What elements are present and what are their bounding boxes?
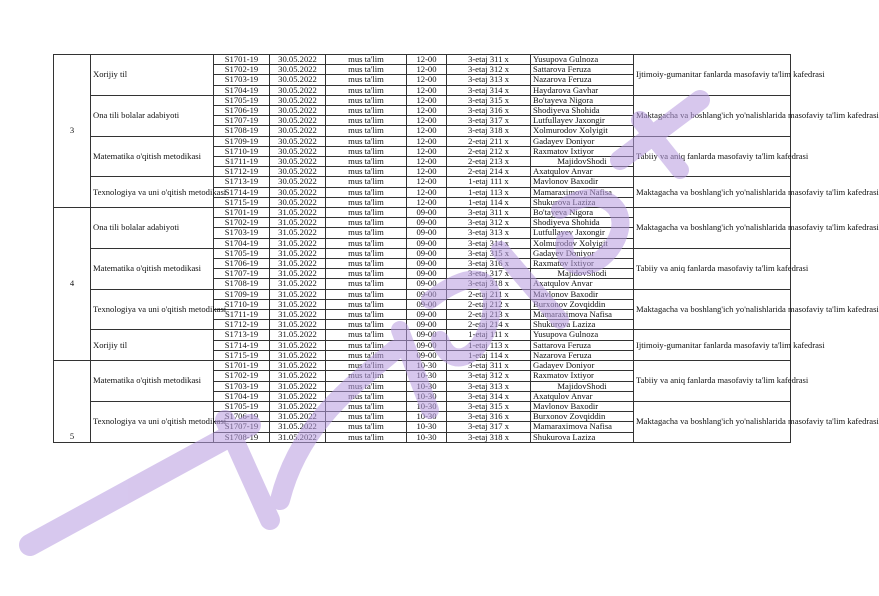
form-cell: mus ta'lim [326,289,407,299]
date-cell: 31.05.2022 [270,320,326,330]
form-cell: mus ta'lim [326,401,407,411]
form-cell: mus ta'lim [326,269,407,279]
time-cell: 10-30 [407,391,447,401]
teacher-cell: Burxonov Zovqiddin [531,412,634,422]
teacher-cell: Sattarova Feruza [531,340,634,350]
teacher-cell: Lutfullayev Jaxongir [531,228,634,238]
table-row [54,289,791,299]
table-row [54,248,791,258]
group-code-cell: S1701-19 [214,361,270,371]
time-cell: 12-00 [407,177,447,187]
group-code-cell: S1704-19 [214,238,270,248]
day-number-cell: 4 [54,208,91,361]
room-cell: 1-etaj 114 x [447,197,531,207]
schedule-body [54,54,879,443]
subject-cell: Ona tili bolalar adabiyoti [91,208,214,249]
day-number-cell: 3 [54,55,91,208]
form-cell: mus ta'lim [326,361,407,371]
teacher-cell: Mavlonov Baxodir [531,289,634,299]
subject-cell: Texnologiya va uni o'qitish metodikasi [91,289,214,330]
time-cell: 12-00 [407,106,447,116]
room-cell: 3-etaj 318 x [447,432,531,442]
room-cell: 3-etaj 314 x [447,391,531,401]
time-cell: 12-00 [407,85,447,95]
group-code-cell: S1705-19 [214,248,270,258]
date-cell: 31.05.2022 [270,422,326,432]
subject-cell: Matematika o'qitish metodikasi [91,361,214,402]
room-cell: 2-etaj 213 x [447,157,531,167]
date-cell: 31.05.2022 [270,401,326,411]
subject-cell: Texnologiya va uni o'qitish metodikasi [91,401,214,442]
form-cell: mus ta'lim [326,208,407,218]
group-code-cell: S1705-19 [214,95,270,105]
date-cell: 31.05.2022 [270,391,326,401]
teacher-cell: Gadayev Doniyor [531,361,634,371]
date-cell: 30.05.2022 [270,177,326,187]
subject-cell: Matematika o'qitish metodikasi [91,248,214,289]
room-cell: 3-etaj 315 x [447,248,531,258]
form-cell: mus ta'lim [326,126,407,136]
form-cell: mus ta'lim [326,218,407,228]
group-code-cell: S1704-19 [214,391,270,401]
room-cell: 2-etaj 211 x [447,289,531,299]
time-cell: 10-30 [407,432,447,442]
table-row [54,55,791,65]
form-cell: mus ta'lim [326,75,407,85]
form-cell: mus ta'lim [326,248,407,258]
teacher-cell: Nazarova Feruza [531,350,634,360]
date-cell: 31.05.2022 [270,381,326,391]
date-cell: 31.05.2022 [270,208,326,218]
time-cell: 12-00 [407,55,447,65]
watermark-stroke-1 [30,425,250,545]
room-cell: 3-etaj 314 x [447,238,531,248]
group-code-cell: S1703-19 [214,75,270,85]
date-cell: 31.05.2022 [270,361,326,371]
form-cell: mus ta'lim [326,55,407,65]
group-code-cell: S1707-19 [214,422,270,432]
date-cell: 31.05.2022 [270,228,326,238]
date-cell: 31.05.2022 [270,310,326,320]
date-cell: 31.05.2022 [270,238,326,248]
date-cell: 31.05.2022 [270,350,326,360]
group-code-cell: S1707-19 [214,116,270,126]
teacher-cell: MajidovShodi [531,381,634,391]
department-cell: Tabiiy va aniq fanlarda masofaviy ta'lim kafedrasi [634,136,791,177]
day-number-cell: 5 [54,361,91,443]
room-cell: 1-etaj 111 x [447,330,531,340]
group-code-cell: S1706-19 [214,106,270,116]
table-row [54,136,791,146]
table-row [54,361,791,371]
group-code-cell: S1710-19 [214,299,270,309]
department-cell: Maktagacha va boshlang'ich yo'nalishlarida masofaviy ta'lim kafedrasi [634,208,791,249]
time-cell: 09-00 [407,269,447,279]
time-cell: 10-30 [407,401,447,411]
subject-cell: Texnologiya va uni o'qitish metodikasi [91,177,214,208]
time-cell: 09-00 [407,340,447,350]
room-cell: 3-etaj 317 x [447,116,531,126]
teacher-cell: Shukurova Laziza [531,197,634,207]
time-cell: 10-30 [407,361,447,371]
table-row [54,177,791,187]
teacher-cell: Axatqulov Anvar [531,279,634,289]
form-cell: mus ta'lim [326,177,407,187]
time-cell: 12-00 [407,136,447,146]
form-cell: mus ta'lim [326,310,407,320]
room-cell: 1-etaj 113 x [447,187,531,197]
group-code-cell: S1713-19 [214,330,270,340]
group-code-cell: S1713-19 [214,177,270,187]
date-cell: 31.05.2022 [270,259,326,269]
room-cell: 3-etaj 315 x [447,95,531,105]
time-cell: 09-00 [407,228,447,238]
date-cell: 31.05.2022 [270,330,326,340]
teacher-cell: Xolmurodov Xolyigit [531,238,634,248]
form-cell: mus ta'lim [326,299,407,309]
time-cell: 12-00 [407,126,447,136]
date-cell: 31.05.2022 [270,432,326,442]
time-cell: 12-00 [407,187,447,197]
room-cell: 3-etaj 311 x [447,208,531,218]
teacher-cell: Shodiyeva Shohida [531,218,634,228]
teacher-cell: Bo'tayeva Nigora [531,95,634,105]
date-cell: 31.05.2022 [270,412,326,422]
table-row [54,330,791,340]
room-cell: 3-etaj 313 x [447,228,531,238]
department-cell: Tabiiy va aniq fanlarda masofaviy ta'lim kafedrasi [634,248,791,289]
teacher-cell: Mamaraximova Nafisa [531,310,634,320]
form-cell: mus ta'lim [326,381,407,391]
group-code-cell: S1715-19 [214,350,270,360]
time-cell: 12-00 [407,75,447,85]
department-cell: Maktagacha va boshlang'ich yo'nalishlarida masofaviy ta'lim kafedrasi [634,95,791,136]
group-code-cell: S1708-19 [214,432,270,442]
date-cell: 30.05.2022 [270,187,326,197]
date-cell: 30.05.2022 [270,136,326,146]
room-cell: 3-etaj 314 x [447,85,531,95]
date-cell: 30.05.2022 [270,85,326,95]
teacher-cell: Raxmatov Ixtiyor [531,146,634,156]
group-code-cell: S1714-19 [214,340,270,350]
form-cell: mus ta'lim [326,95,407,105]
time-cell: 09-00 [407,330,447,340]
table-row [54,208,791,218]
department-cell: Ijtimoiy-gumanitar fanlarda masofaviy ta'lim kafedrasi [634,55,791,96]
room-cell: 3-etaj 316 x [447,412,531,422]
form-cell: mus ta'lim [326,371,407,381]
teacher-cell: Axatqulov Anvar [531,391,634,401]
time-cell: 10-30 [407,412,447,422]
group-code-cell: S1711-19 [214,157,270,167]
form-cell: mus ta'lim [326,197,407,207]
group-code-cell: S1706-19 [214,259,270,269]
form-cell: mus ta'lim [326,432,407,442]
form-cell: mus ta'lim [326,391,407,401]
room-cell: 3-etaj 312 x [447,218,531,228]
form-cell: mus ta'lim [326,116,407,126]
room-cell: 1-etaj 113 x [447,340,531,350]
group-code-cell: S1702-19 [214,371,270,381]
group-code-cell: S1714-19 [214,187,270,197]
teacher-cell: Yusupova Gulnoza [531,330,634,340]
date-cell: 31.05.2022 [270,248,326,258]
teacher-cell: Gadayev Doniyor [531,136,634,146]
subject-cell: Ona tili bolalar adabiyoti [91,95,214,136]
teacher-cell: Sattarova Feruza [531,65,634,75]
time-cell: 12-00 [407,116,447,126]
teacher-cell: Burxonov Zovqiddin [531,299,634,309]
group-code-cell: S1709-19 [214,136,270,146]
date-cell: 31.05.2022 [270,299,326,309]
room-cell: 3-etaj 318 x [447,279,531,289]
room-cell: 3-etaj 315 x [447,401,531,411]
date-cell: 30.05.2022 [270,167,326,177]
teacher-cell: Lutfullayev Jaxongir [531,116,634,126]
time-cell: 09-00 [407,289,447,299]
form-cell: mus ta'lim [326,167,407,177]
teacher-cell: Mamaraximova Nafisa [531,187,634,197]
group-code-cell: S1708-19 [214,279,270,289]
group-code-cell: S1706-19 [214,412,270,422]
time-cell: 09-00 [407,350,447,360]
department-cell: Ijtimoiy-gumanitar fanlarda masofaviy ta'lim kafedrasi [634,330,791,361]
department-cell: Maktagacha va boshlang'ich yo'nalishlarida masofaviy ta'lim kafedrasi [634,401,791,442]
time-cell: 12-00 [407,157,447,167]
teacher-cell: Shukurova Laziza [531,432,634,442]
group-code-cell: S1710-19 [214,146,270,156]
form-cell: mus ta'lim [326,106,407,116]
room-cell: 3-etaj 312 x [447,371,531,381]
group-code-cell: S1709-19 [214,289,270,299]
group-code-cell: S1705-19 [214,401,270,411]
teacher-cell: Xolmurodov Xolyigit [531,126,634,136]
form-cell: mus ta'lim [326,85,407,95]
form-cell: mus ta'lim [326,320,407,330]
teacher-cell: Mavlonov Baxodir [531,177,634,187]
time-cell: 09-00 [407,218,447,228]
time-cell: 12-00 [407,65,447,75]
group-code-cell: S1701-19 [214,208,270,218]
time-cell: 09-00 [407,259,447,269]
room-cell: 1-etaj 114 x [447,350,531,360]
room-cell: 2-etaj 213 x [447,310,531,320]
form-cell: mus ta'lim [326,187,407,197]
time-cell: 09-00 [407,238,447,248]
date-cell: 31.05.2022 [270,269,326,279]
subject-cell: Xorijiy til [91,330,214,361]
form-cell: mus ta'lim [326,238,407,248]
room-cell: 2-etaj 211 x [447,136,531,146]
date-cell: 30.05.2022 [270,157,326,167]
group-code-cell: S1703-19 [214,381,270,391]
group-code-cell: S1711-19 [214,310,270,320]
teacher-cell: Yusupova Gulnoza [531,55,634,65]
form-cell: mus ta'lim [326,157,407,167]
date-cell: 30.05.2022 [270,197,326,207]
time-cell: 09-00 [407,208,447,218]
form-cell: mus ta'lim [326,228,407,238]
date-cell: 31.05.2022 [270,371,326,381]
group-code-cell: S1702-19 [214,218,270,228]
teacher-cell: Raxmatov Ixtiyor [531,259,634,269]
room-cell: 2-etaj 212 x [447,299,531,309]
date-cell: 31.05.2022 [270,279,326,289]
teacher-cell: Haydarova Gavhar [531,85,634,95]
date-cell: 30.05.2022 [270,126,326,136]
room-cell: 3-etaj 316 x [447,259,531,269]
room-cell: 3-etaj 316 x [447,106,531,116]
room-cell: 2-etaj 214 x [447,320,531,330]
room-cell: 3-etaj 317 x [447,269,531,279]
room-cell: 1-etaj 111 x [447,177,531,187]
group-code-cell: S1704-19 [214,85,270,95]
time-cell: 09-00 [407,248,447,258]
form-cell: mus ta'lim [326,412,407,422]
date-cell: 30.05.2022 [270,95,326,105]
time-cell: 09-00 [407,320,447,330]
form-cell: mus ta'lim [326,279,407,289]
group-code-cell: S1715-19 [214,197,270,207]
form-cell: mus ta'lim [326,136,407,146]
table-row [54,95,791,105]
teacher-cell: Bo'tayeva Nigora [531,208,634,218]
table-row [54,401,791,411]
time-cell: 12-00 [407,95,447,105]
date-cell: 30.05.2022 [270,65,326,75]
time-cell: 09-00 [407,279,447,289]
teacher-cell: MajidovShodi [531,157,634,167]
teacher-cell: Mamaraximova Nafisa [531,422,634,432]
department-cell: Maktagacha va boshlang'ich yo'nalishlarida masofaviy ta'lim kafedrasi [634,289,791,330]
date-cell: 31.05.2022 [270,340,326,350]
teacher-cell: Gadayev Doniyor [531,248,634,258]
time-cell: 09-00 [407,299,447,309]
date-cell: 30.05.2022 [270,55,326,65]
subject-cell: Matematika o'qitish metodikasi [91,136,214,177]
date-cell: 31.05.2022 [270,289,326,299]
time-cell: 10-30 [407,381,447,391]
date-cell: 31.05.2022 [270,218,326,228]
group-code-cell: S1708-19 [214,126,270,136]
time-cell: 12-00 [407,146,447,156]
form-cell: mus ta'lim [326,146,407,156]
time-cell: 09-00 [407,310,447,320]
room-cell: 3-etaj 313 x [447,75,531,85]
department-cell: Tabiiy va aniq fanlarda masofaviy ta'lim kafedrasi [634,361,791,402]
group-code-cell: S1702-19 [214,65,270,75]
subject-cell: Xorijiy til [91,55,214,96]
room-cell: 3-etaj 318 x [447,126,531,136]
teacher-cell: MajidovShodi [531,269,634,279]
teacher-cell: Axatqulov Anvar [531,167,634,177]
time-cell: 12-00 [407,197,447,207]
group-code-cell: S1712-19 [214,320,270,330]
room-cell: 3-etaj 311 x [447,55,531,65]
time-cell: 10-30 [407,371,447,381]
teacher-cell: Nazarova Feruza [531,75,634,85]
room-cell: 2-etaj 214 x [447,167,531,177]
room-cell: 3-etaj 311 x [447,361,531,371]
teacher-cell: Shukurova Laziza [531,320,634,330]
date-cell: 30.05.2022 [270,116,326,126]
form-cell: mus ta'lim [326,340,407,350]
group-code-cell: S1707-19 [214,269,270,279]
room-cell: 3-etaj 313 x [447,381,531,391]
group-code-cell: S1701-19 [214,55,270,65]
date-cell: 30.05.2022 [270,106,326,116]
date-cell: 30.05.2022 [270,146,326,156]
teacher-cell: Raxmatov Ixtiyor [531,371,634,381]
room-cell: 2-etaj 212 x [447,146,531,156]
teacher-cell: Shodiyeva Shohida [531,106,634,116]
department-cell: Maktagacha va boshlang'ich yo'nalishlarida masofaviy ta'lim kafedrasi [634,177,791,208]
form-cell: mus ta'lim [326,422,407,432]
time-cell: 12-00 [407,167,447,177]
exam-schedule-table [53,54,879,443]
date-cell: 30.05.2022 [270,75,326,85]
group-code-cell: S1712-19 [214,167,270,177]
room-cell: 3-etaj 317 x [447,422,531,432]
room-cell: 3-etaj 312 x [447,65,531,75]
time-cell: 10-30 [407,422,447,432]
teacher-cell: Mavlonov Baxodir [531,401,634,411]
form-cell: mus ta'lim [326,350,407,360]
form-cell: mus ta'lim [326,330,407,340]
group-code-cell: S1703-19 [214,228,270,238]
form-cell: mus ta'lim [326,65,407,75]
form-cell: mus ta'lim [326,259,407,269]
